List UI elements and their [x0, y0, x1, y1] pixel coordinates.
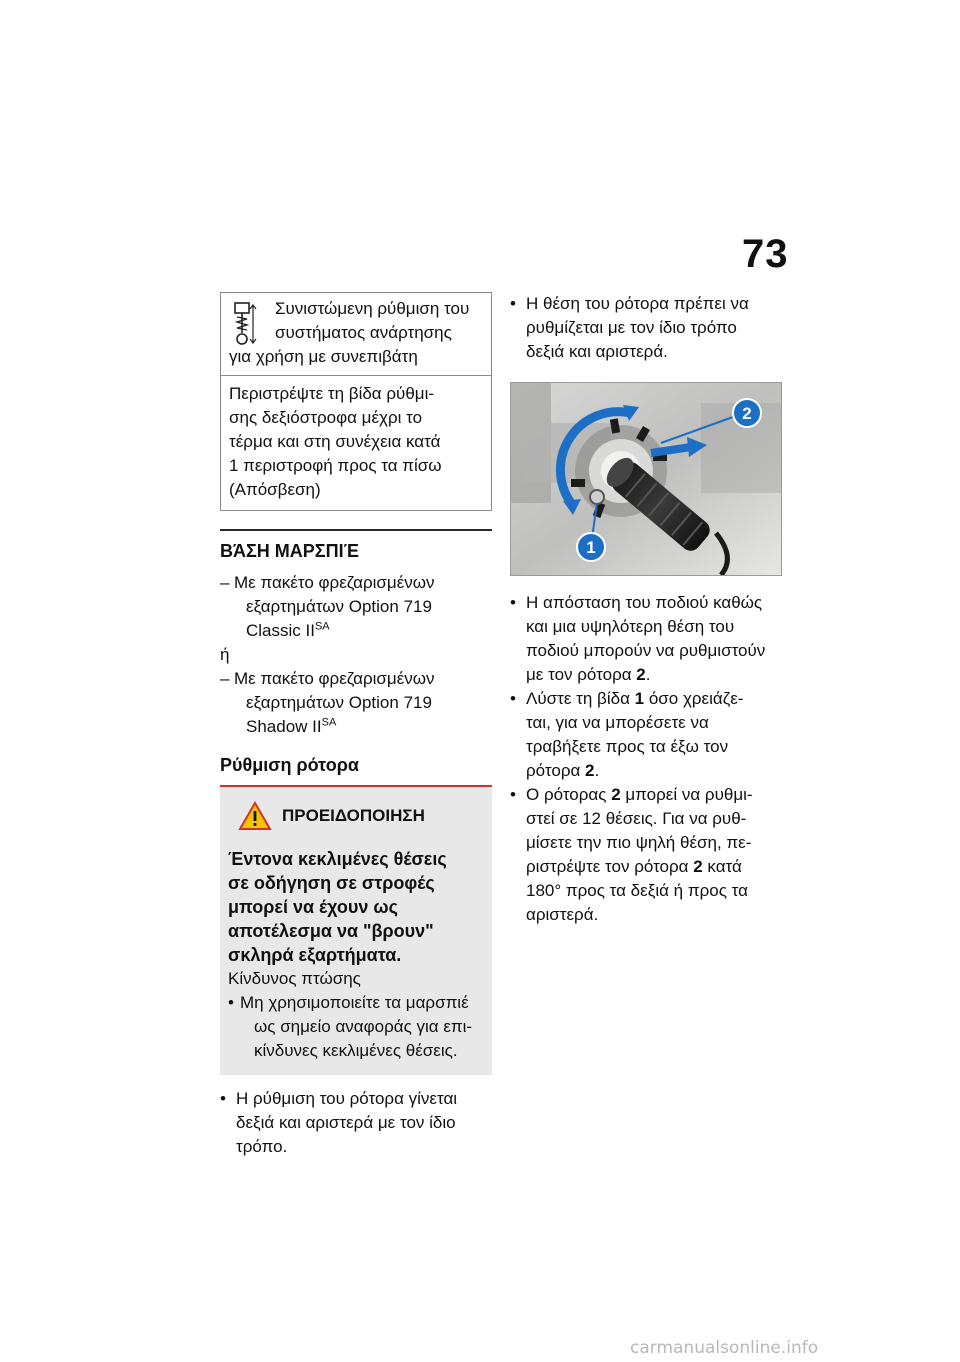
loosen-line3: τραβήξετε προς τα έξω τον: [526, 737, 729, 756]
warning-bold-line: Έντονα κεκλιμένες θέσεις: [228, 849, 447, 869]
position-bullet: • Η θέση του ρότορα πρέπει να ρυθμίζεται με τον ίδιο τρόπο δεξιά και αριστερά.: [510, 292, 782, 364]
rotor-bullet-line: δεξιά και αριστερά με τον ίδιο: [236, 1113, 456, 1132]
warning-bold-line: σκληρά εξαρτήματα.: [228, 945, 402, 965]
option-shadow-line1: Με πακέτο φρεζαρισμένων: [234, 669, 435, 688]
suspension-adjust-icon: [229, 299, 269, 349]
positions-line6: αριστερά.: [526, 905, 599, 924]
option-classic-line2: εξαρτημάτων Option 719: [246, 597, 432, 616]
warning-bold-line: μπορεί να έχουν ως: [228, 897, 398, 917]
setting-head-line2: συστήματος ανάρτησης: [275, 323, 452, 342]
position-bullet-line: Η θέση του ρότορα πρέπει να: [526, 294, 749, 313]
right-column: [510, 292, 782, 927]
positions-bullet: • Ο ρότορας 2 μπορεί να ρυθμι- στεί σε 12 θέσεις. Για να ρυθ- μίσετε την πιο ψηλή θέση, πε- ριστρέψτε τον ρότορα 2 κατά 180° προς τα δεξιά ή προς τα αριστερά.: [510, 783, 782, 927]
option-classic-line1: Με πακέτο φρεζαρισμένων: [234, 573, 435, 592]
positions-line2: στεί σε 12 θέσεις. Για να ρυθ-: [526, 809, 747, 828]
warning-triangle-icon: [238, 801, 272, 831]
distance-line1: Η απόσταση του ποδιού καθώς: [526, 593, 763, 612]
footrest-section-title: ΒΆΣΗ ΜΑΡΣΠΙΈ: [220, 541, 359, 561]
loosen-line1-pre: Λύστε τη βίδα: [526, 689, 635, 708]
rotor-ref-2: 2: [693, 857, 703, 876]
watermark: carmanualsonline.info: [630, 1338, 819, 1358]
positions-line4-post: κατά: [702, 857, 742, 876]
option-item-shadow: – Με πακέτο φρεζαρισμένων εξαρτημάτων Option 719 Shadow $II^{SA}$: [220, 667, 492, 739]
warning-box: [220, 787, 492, 1075]
positions-line5: 180° προς τα δεξιά ή προς τα: [526, 881, 748, 900]
footrest-rotor-photo: [510, 382, 782, 576]
rotor-bullet-line: Η ρύθμιση του ρότορα γίνεται: [236, 1089, 458, 1108]
distance-bullet: • Η απόσταση του ποδιού καθώς και μια υψηλότερη θέση του ποδιού μπορούν να ρυθμιστούν με τον ρότορα 2.: [510, 591, 782, 687]
warning-bold-line: σε οδήγηση σε στροφές: [228, 873, 435, 893]
setting-head-line1: Συνιστώμενη ρύθμιση του: [275, 299, 470, 318]
rotor-section-title: Ρύθμιση ρότορα: [220, 753, 492, 787]
setting-box-body: [221, 375, 491, 510]
loosen-bullet: • Λύστε τη βίδα 1 όσο χρειάζε- ται, για να μπορέσετε να τραβήξετε προς τα έξω τον ρότορα 2.: [510, 687, 782, 783]
left-column: [220, 292, 492, 1159]
warning-label: ΠΡΟΕΙΔΟΠΟΙΗΣΗ: [282, 806, 425, 825]
warning-bullet: • Μη χρησιμοποιείτε τα μαρσπιέ ως σημείο αναφοράς για επι- κίνδυνες κεκλιμένες θέσεις.: [228, 991, 484, 1063]
setting-body-line: Περιστρέψτε τη βίδα ρύθμι-: [229, 384, 435, 403]
setting-head-line3: για χρήση με συνεπιβάτη: [229, 347, 418, 366]
positions-line3: μίσετε την πιο ψηλή θέση, πε-: [526, 833, 752, 852]
position-bullet-line: δεξιά και αριστερά.: [526, 342, 668, 361]
screw-ref-1: 1: [634, 689, 645, 708]
positions-line4-pre: ριστρέψτε τον ρότορα: [526, 857, 694, 876]
option-shadow-line3: Shadow II: [246, 717, 322, 736]
position-bullet-line: ρυθμίζεται με τον ίδιο τρόπο: [526, 318, 737, 337]
setting-body-line: 1 περιστροφή προς τα πίσω: [229, 456, 442, 475]
positions-line1-post: μπορεί να ρυθμι-: [620, 785, 753, 804]
rotor-bullet-line: τρόπο.: [236, 1137, 288, 1156]
loosen-line1-post: όσο χρειάζε-: [644, 689, 744, 708]
warning-bullet-line: Μη χρησιμοποιείτε τα μαρσπιέ: [240, 993, 469, 1012]
sa-superscript: SA: [314, 620, 330, 633]
option-classic-line3: Classic II: [246, 621, 315, 640]
setting-box-header: [221, 293, 491, 375]
loosen-line4-post: .: [594, 761, 600, 780]
positions-line1-pre: Ο ρότορας: [526, 785, 612, 804]
loosen-line2: ται, για να μπορέσετε να: [526, 713, 709, 732]
distance-line4-pre: με τον ρότορα: [526, 665, 637, 684]
rotor-ref-2: 2: [585, 761, 595, 780]
setting-body-line: τέρμα και στη συνέχεια κατά: [229, 432, 441, 451]
option-shadow-line2: εξαρτημάτων Option 719: [246, 693, 432, 712]
footrest-section: [220, 529, 492, 739]
rotor-bullet-1: • Η ρύθμιση του ρότορα γίνεται δεξιά και αριστερά με τον ίδιο τρόπο.: [220, 1087, 492, 1159]
warning-header: [228, 801, 484, 831]
rotor-ref-2: 2: [611, 785, 621, 804]
warning-bullet-line: κίνδυνες κεκλιμένες θέσεις.: [254, 1041, 458, 1060]
warning-bullet-line: ως σημείο αναφοράς για επι-: [254, 1017, 473, 1036]
loosen-line4-pre: ρότορα: [526, 761, 586, 780]
warning-risk: Κίνδυνος πτώσης: [228, 969, 361, 988]
distance-line2: και μια υψηλότερη θέση του: [526, 617, 735, 636]
warning-bold-line: αποτέλεσμα να "βρουν": [228, 921, 434, 941]
or-text: ή: [220, 645, 230, 664]
distance-line3: ποδιού μπορούν να ρυθμιστούν: [526, 641, 766, 660]
setting-body-line: (Απόσβεση): [229, 480, 321, 499]
setting-body-line: σης δεξιόστροφα μέχρι το: [229, 408, 423, 427]
page-number: 73: [742, 232, 789, 276]
warning-statement: [228, 847, 484, 967]
distance-line4-post: .: [645, 665, 651, 684]
option-item-classic: – Με πακέτο φρεζαρισμένων εξαρτημάτων Option 719 Classic $II^{SA}$: [220, 571, 492, 643]
sa-superscript: SA: [321, 716, 337, 729]
callout-2-label: 2: [742, 404, 752, 423]
callout-1-label: 1: [586, 538, 596, 557]
recommended-setting-box: [220, 292, 492, 511]
rotor-ref-2: 2: [636, 665, 646, 684]
